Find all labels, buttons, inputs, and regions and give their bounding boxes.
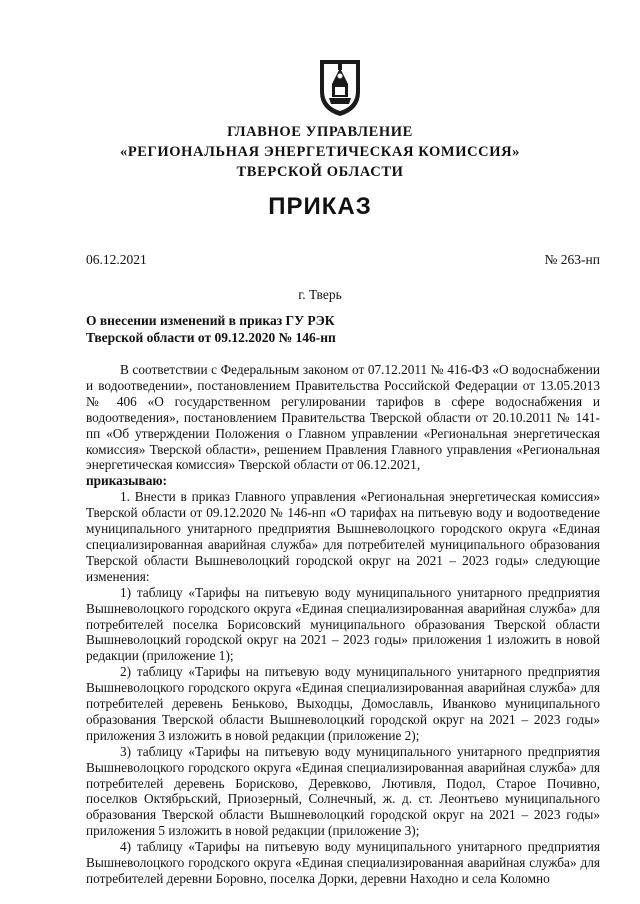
subitem-2-paragraph: 2) таблицу «Тарифы на питьевую воду муниципального унитарного предприятия Вышневолоцкого городского округа «Единая специализированная аварийная служба» для потребителей деревень Бенькoво, Выходцы, Домославль, Иванково муниципального образования Тверской области Вышневолоцкий городской округ на 2021 – 2023 годы» приложения 3 изложить в новой редакции (приложение 2); <box>86 664 601 743</box>
tver-coat-of-arms-icon <box>318 54 362 118</box>
preamble-paragraph: В соответствии с Федеральным законом от 07.12.2011 № 416-ФЗ «О водоснабжении и водоотведении», постановлением Правительства Российской Федерации от 13.05.2013 № 406 «О государственном регулировании тарифов в сфере водоснабжения и водоотведения», постановлением Правительства Тверской области от 20.10.2011 № 141-пп «Об утверждении Положения о Главном управлении «Региональная энергетическая комиссия» Тверской области», решением Правления Главного управления «Региональная энергетическая комиссия» Тверской области от 06.12.2021, <box>86 362 600 473</box>
org-name-line-2: «РЕГИОНАЛЬНАЯ ЭНЕРГЕТИЧЕСКАЯ КОМИССИЯ» <box>119 144 521 160</box>
subitem-1-paragraph: 1) таблицу «Тарифы на питьевую воду муниципального унитарного предприятия Вышневолоцкого городского округа «Единая специализированная аварийная служба» для потребителей поселка Борисовский муниципального образования Тверской области Вышневолоцкий городской округ на 2021 – 2023 годы» приложения 1 изложить в новой редакции (приложение 1); <box>86 584 600 664</box>
order-subject: О внесении изменений в приказ ГУ РЭК Тверской области от 09.12.2020 № 146-нп <box>86 313 336 345</box>
org-name-line-1: ГЛАВНОЕ УПРАВЛЕНИЕ <box>227 124 413 140</box>
order-date: 06.12.2021 <box>86 252 147 267</box>
document-title: ПРИКАЗ <box>268 193 372 220</box>
order-body <box>86 362 600 887</box>
subitem-3-paragraph: 3) таблицу «Тарифы на питьевую воду муниципального унитарного предприятия Вышневолоцкого городского округа «Единая специализированная аварийная служба» для потребителей деревень Борисково, Деревково, Лютивля, Подол, Старое Почивно, поселков Октябрьский, Приозерный, Солнечный, ж. д. ст. Леонтьево муниципального образования Тверской области Вышневолоцкий городской округ на 2021 – 2023 годы» приложения 5 изложить в новой редакции (приложение 3); <box>86 743 600 839</box>
order-number: № 263-нп <box>544 252 600 267</box>
order-city: г. Тверь <box>298 287 342 302</box>
org-name-line-3: ТВЕРСКОЙ ОБЛАСТИ <box>236 164 404 180</box>
decree-word: приказываю: <box>86 473 167 489</box>
item-1-paragraph: 1. Внести в приказ Главного управления «Региональная энергетическая комиссия» Тверской области от 09.12.2020 № 146-нп «О тарифах на питьевую воду и водоотведение муниципального унитарного предприятия Вышневолоцкого городского округа «Единая специализированная аварийная служба» для потребителей муниципального образования Тверской области Вышневолоцкий городской округ на 2021 – 2023 годы» следующие изменения: <box>86 489 600 584</box>
subitem-4-paragraph: 4) таблицу «Тарифы на питьевую воду муниципального унитарного предприятия Вышневолоцкого городского округа «Единая специализированная аварийная служба» для потребителей деревни Боровно, поселка Дорки, деревни Находно и села Коломно <box>86 839 600 886</box>
